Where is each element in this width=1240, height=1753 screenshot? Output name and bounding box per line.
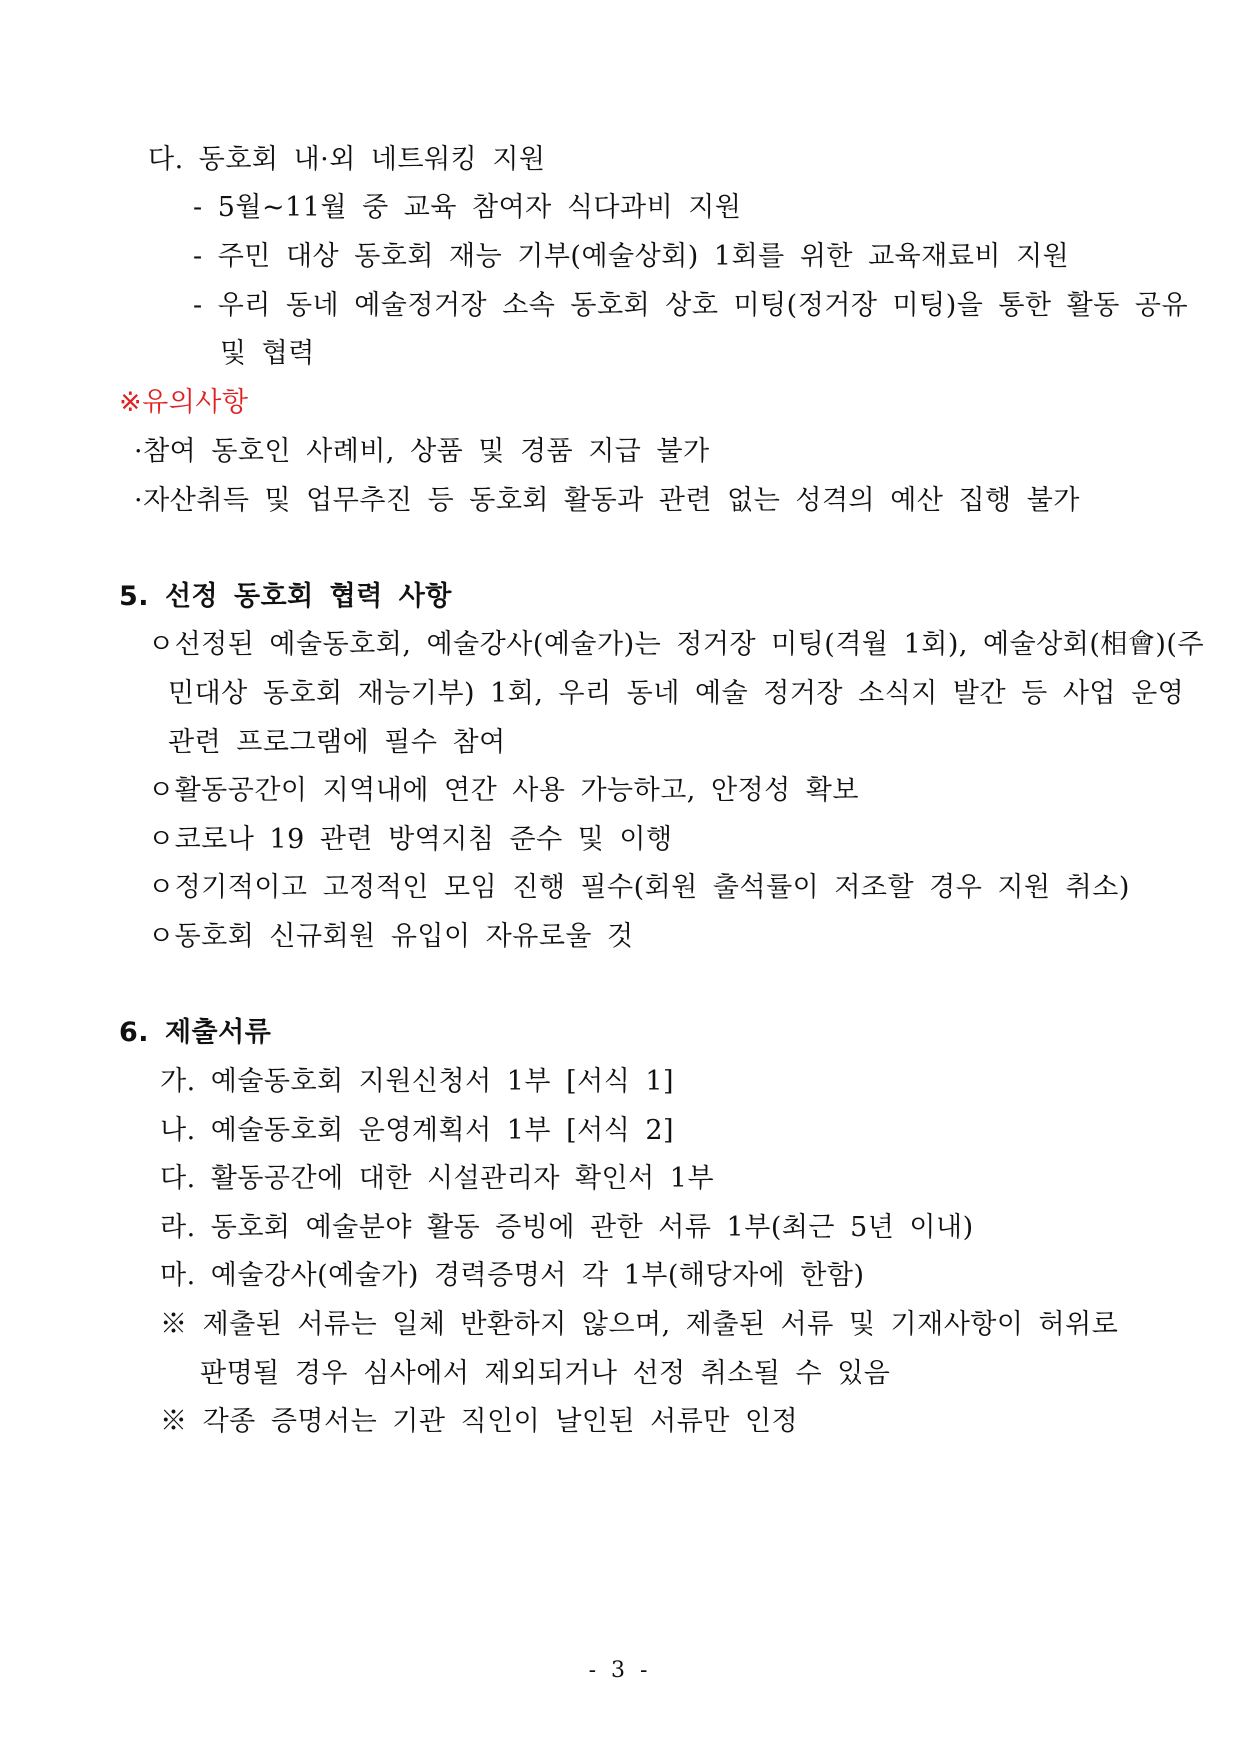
section-6-item: 가. 예술동호회 지원신청서 1부 [서식 1]: [160, 1066, 675, 1097]
section-6-item: 라. 동호회 예술분야 활동 증빙에 관한 서류 1부(최근 5년 이내): [160, 1212, 974, 1243]
section-6-note-continuation: 판명될 경우 심사에서 제외되거나 선정 취소될 수 있음: [200, 1358, 891, 1389]
notice-item: ·참여 동호인 사례비, 상품 및 경품 지급 불가: [134, 436, 710, 467]
section-5-item: ㅇ활동공간이 지역내에 연간 사용 가능하고, 안정성 확보: [148, 775, 859, 806]
section-5-item: ㅇ동호회 신규회원 유입이 자유로울 것: [148, 921, 634, 952]
notice-title: ※유의사항: [119, 387, 249, 418]
section-6-heading: 6. 제출서류: [119, 1017, 272, 1048]
page-number: - 3 -: [588, 1658, 652, 1683]
section-6-note: ※ 각종 증명서는 기관 직인이 날인된 서류만 인정: [160, 1406, 799, 1437]
section-6-item: 다. 활동공간에 대한 시설관리자 확인서 1부: [160, 1163, 715, 1194]
section-6-note: ※ 제출된 서류는 일체 반환하지 않으며, 제출된 서류 및 기재사항이 허위로: [160, 1309, 1119, 1340]
notice-item: ·자산취득 및 업무추진 등 동호회 활동과 관련 없는 성격의 예산 집행 불가: [134, 485, 1080, 516]
section-5-item: ㅇ선정된 예술동호회, 예술강사(예술가)는 정거장 미팅(격월 1회), 예술상회(相會)(주: [148, 629, 1205, 660]
section-da-item: - 우리 동네 예술정거장 소속 동호회 상호 미팅(정거장 미팅)을 통한 활동 공유: [193, 290, 1189, 321]
section-da-item: - 주민 대상 동호회 재능 기부(예술상회) 1회를 위한 교육재료비 지원: [193, 241, 1070, 272]
section-5-heading: 5. 선정 동호회 협력 사항: [119, 581, 452, 612]
section-5-item-continuation: 민대상 동호회 재능기부) 1회, 우리 동네 예술 정거장 소식지 발간 등 사업 운영: [168, 678, 1185, 709]
section-5-item-continuation: 관련 프로그램에 필수 참여: [168, 727, 506, 758]
section-da-item: - 5월~11월 중 교육 참여자 식다과비 지원: [193, 192, 742, 223]
section-6-item: 나. 예술동호회 운영계획서 1부 [서식 2]: [160, 1115, 675, 1146]
section-5-item: ㅇ코로나 19 관련 방역지침 준수 및 이행: [148, 824, 673, 855]
section-da-title: 다. 동호회 내·외 네트워킹 지원: [148, 144, 546, 175]
section-da-item-continuation: 및 협력: [220, 338, 315, 369]
section-5-item: ㅇ정기적이고 고정적인 모임 진행 필수(회원 출석률이 저조할 경우 지원 취소): [148, 872, 1130, 903]
section-6-item: 마. 예술강사(예술가) 경력증명서 각 1부(해당자에 한함): [160, 1260, 865, 1291]
